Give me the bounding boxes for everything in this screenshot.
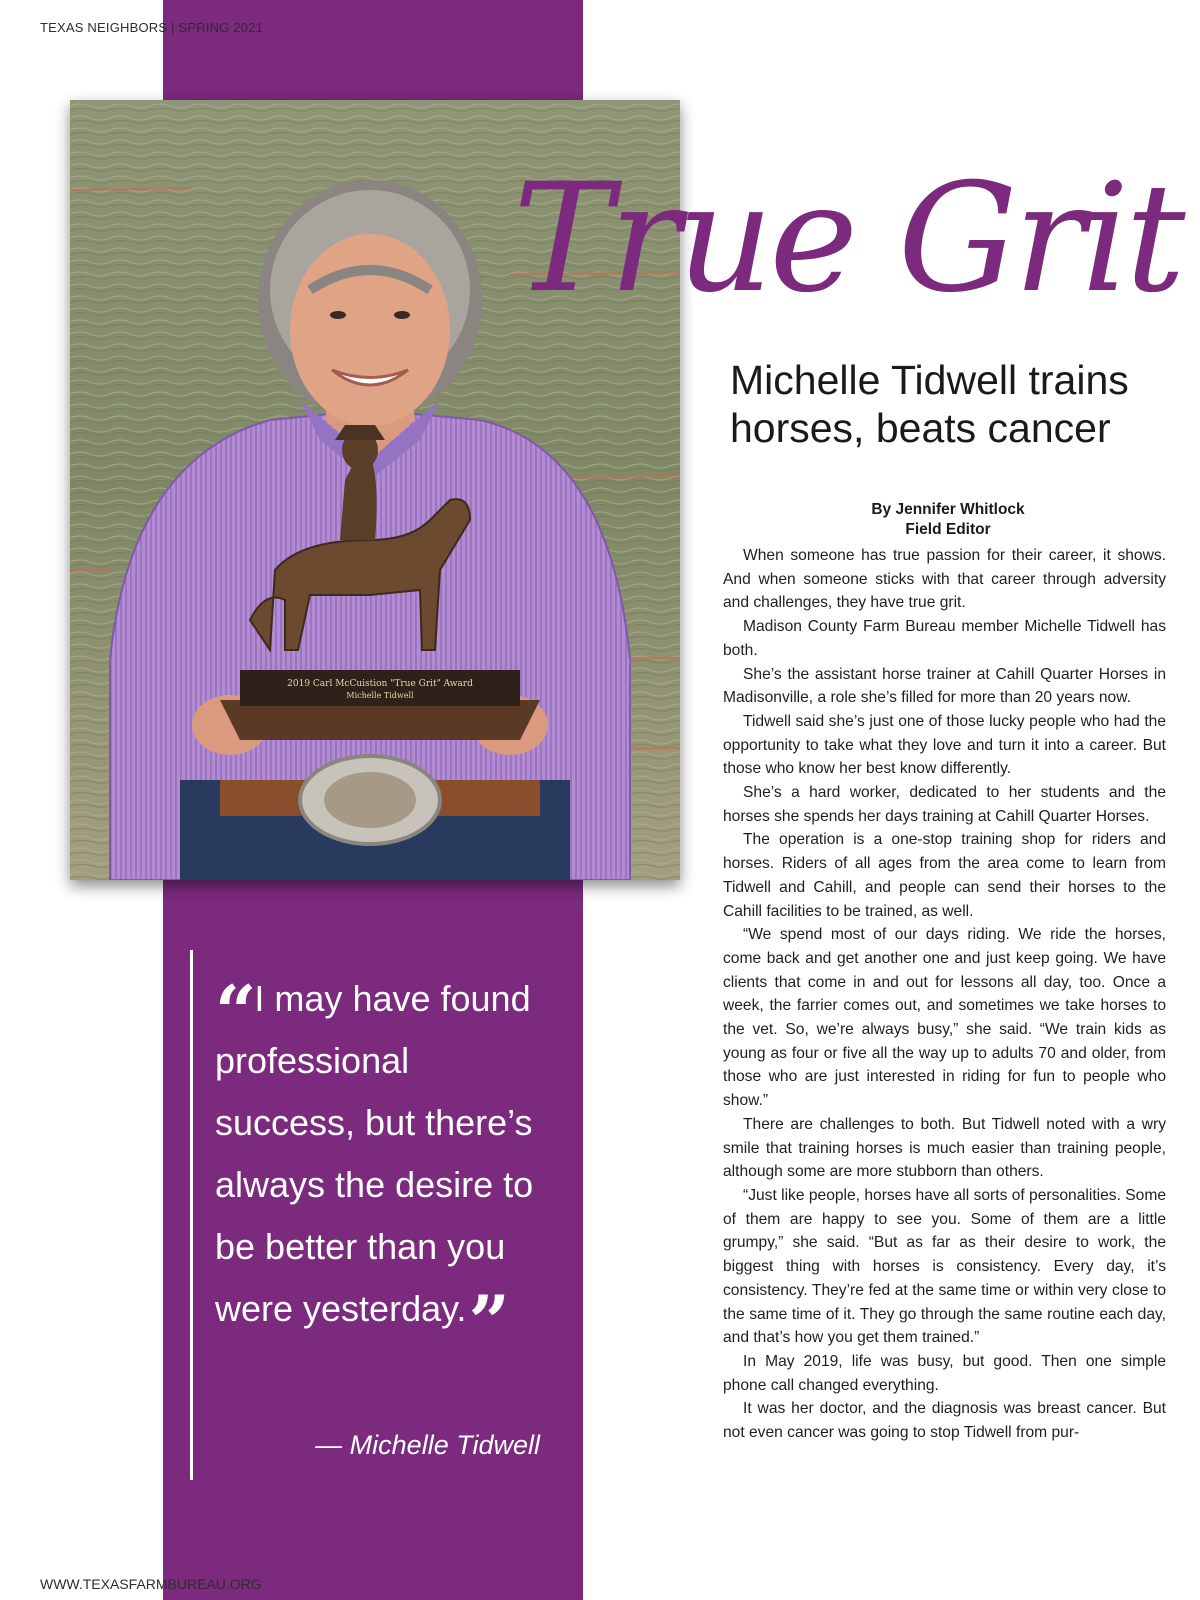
trophy-plaque-text: 2019 Carl McCuistion "True Grit" Award [287,679,473,689]
article-paragraph: She’s a hard worker, dedicated to her students and the horses she spends her days training at Cahill Quarter Horses. [723,784,1166,825]
byline-author: By Jennifer Whitlock [871,501,1025,518]
article-paragraph: In May 2019, life was busy, but good. Then one simple phone call changed everything. [723,1352,1166,1394]
pull-quote-rule [190,950,193,1480]
article-paragraph: When someone has true passion for their career, it shows. And when someone sticks with that career through adversity and challenges, they have true grit. [723,547,1166,612]
pull-quote [215,968,555,1364]
article-paragraph: There are challenges to both. But Tidwell noted with a wry smile that training horses is much easier than training people, although some are more stubborn than others. [723,1115,1166,1181]
article-paragraph: She’s the assistant horse trainer at Cahill Quarter Horses in Madisonville, a role she’s filled for more than 20 years now. [723,665,1166,707]
article-paragraph: Tidwell said she’s just one of those lucky people who had the opportunity to take what they love and turn it into a career. But those who know her best know differently. [723,712,1166,778]
article-paragraph: It was her doctor, and the diagnosis was breast cancer. But not even cancer was going to stop Tidwell from pur- [723,1400,1166,1442]
byline-role: Field Editor [905,521,991,538]
byline [723,500,1173,540]
script-title-text: True Grit [513,152,1182,326]
pull-quote-text: I may have found professional success, but there’s always the desire to be better than you were yesterday. [215,978,534,1329]
article-body [723,544,1166,1445]
script-title [505,110,1195,340]
trophy-plaque-name: Michelle Tidwell [346,691,414,700]
website-footer: WWW.TEXASFARMBUREAU.ORG [40,1576,262,1592]
pull-quote-attribution: — Michelle Tidwell [315,1430,540,1460]
subtitle-line-2: horses, beats cancer [730,405,1111,451]
article-subtitle [730,356,1180,452]
subtitle-line-1: Michelle Tidwell trains [730,357,1129,403]
article-paragraph: Madison County Farm Bureau member Michelle Tidwell has both. [723,618,1166,659]
article-paragraph: “Just like people, horses have all sorts of personalities. Some of them are happy to see you. Some of them are a little grumpy,” she said. “But as far as their desire to work, the biggest thing with horses is consistency. Every day, it’s consistency. They’re fed at the same time or within very close to the same time of it. They go through the same routine each day, and that’s how you get them trained.” [723,1186,1166,1347]
close-quote-mark: ” [468,1279,504,1364]
article-paragraph: The operation is a one-stop training shop for riders and horses. Riders of all ages from the area come to learn from Tidwell and Cahill, and people can send their horses to the Cahill facilities to be trained, as well. [723,831,1166,920]
article-paragraph: “We spend most of our days riding. We ride the horses, come back and get another one and just keep going. We have clients that come in and out for lessons all day, too. Once a week, the farrier comes out, and sometimes we take horses to the vet. So, we’re always busy,” she said. “We train kids as young as four or five all the way up to adults 70 and older, from those who are just interested in riding for fun to people who show.” [723,926,1166,1110]
open-quote-mark: “ [215,969,251,1054]
publication-header: TEXAS NEIGHBORS | SPRING 2021 [40,20,264,35]
